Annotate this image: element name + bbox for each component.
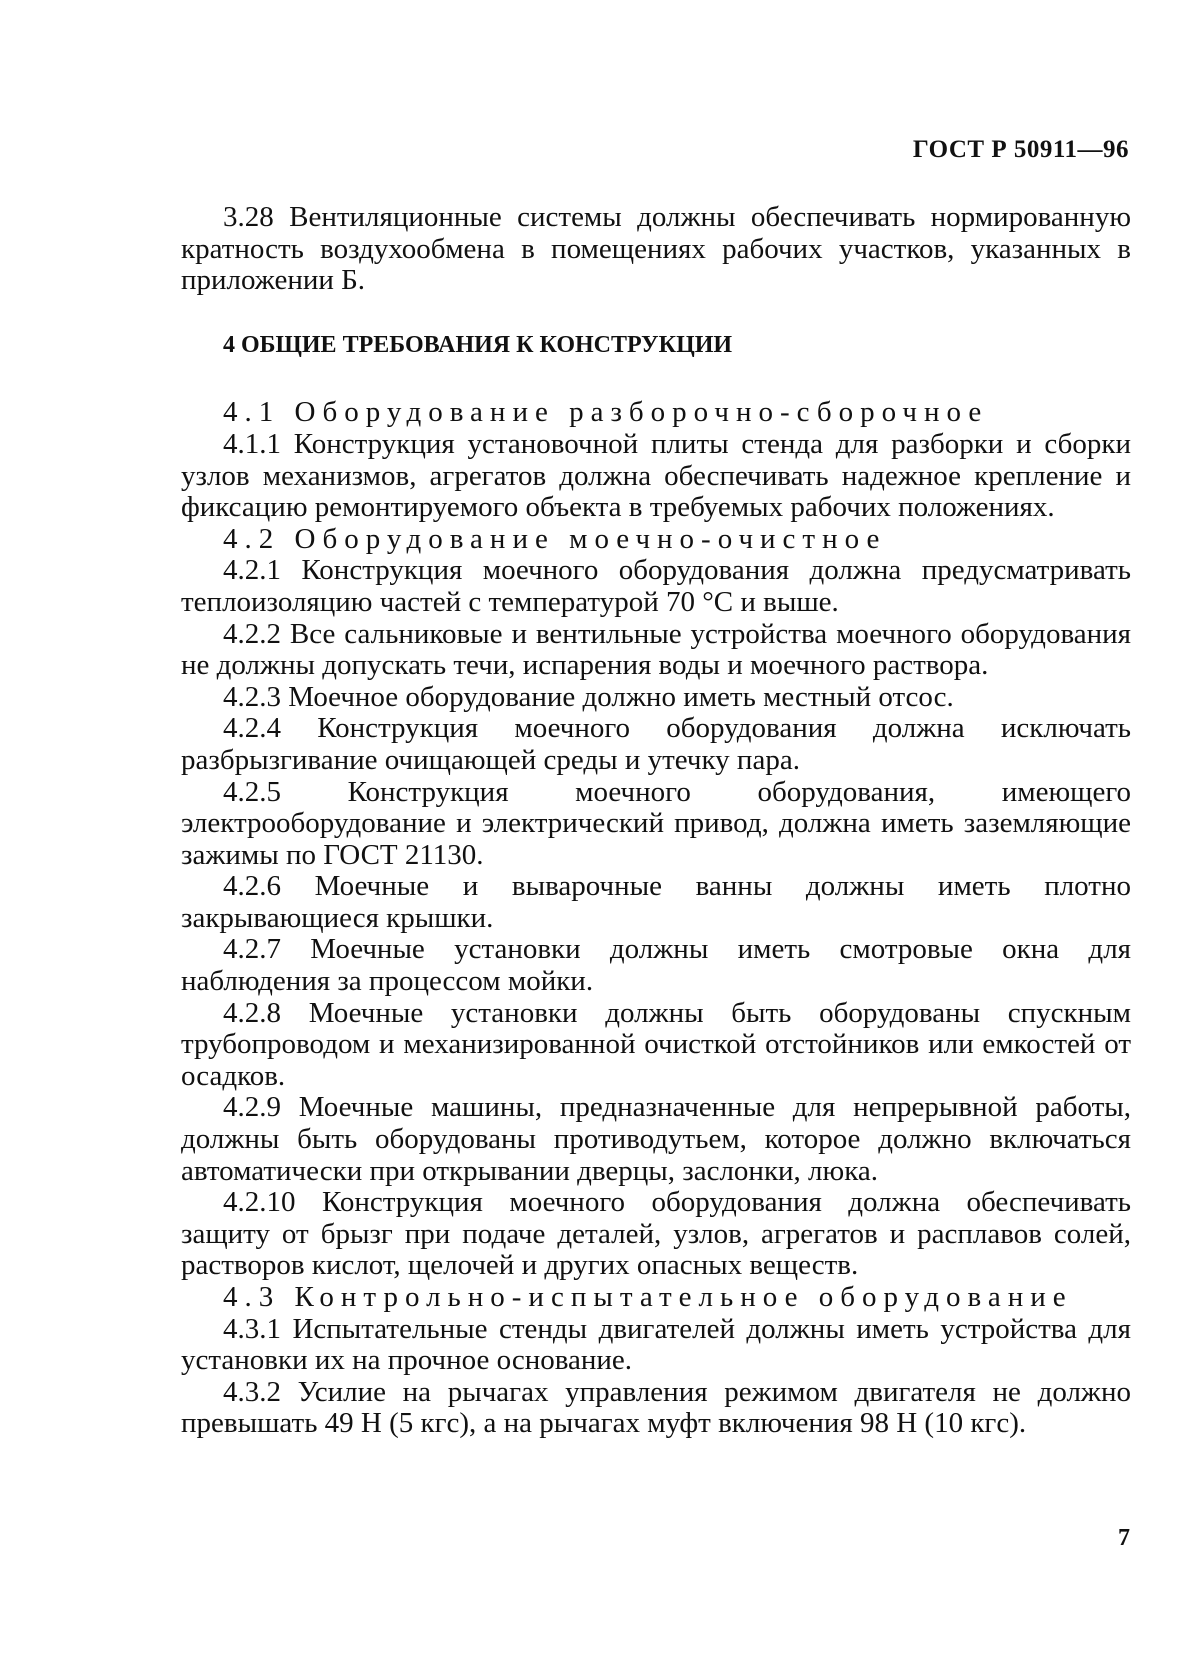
paragraph-4-2-6: 4.2.6 Моечные и выварочные ванны должны иметь плотно закрывающиеся крышки. (181, 870, 1131, 934)
subsection-4-1-title: 4.1 Оборудование разборочно-сборочное (223, 396, 989, 429)
paragraph-4-2-9: 4.2.9 Моечные машины, предназначенные для непрерывной работы, должны быть оборудованы противодутьем, которое должно включаться автоматически при открывании дверцы, заслонки, люка. (181, 1091, 1131, 1187)
paragraph-4-2-5: 4.2.5 Конструкция моечного оборудования, имеющего электрооборудование и электрический привод, должна иметь заземляющие зажимы по ГОСТ 21130. (181, 775, 1131, 871)
paragraph-4-1-1: 4.1.1 Конструкция установочной плиты стенда для разборки и сборки узлов механизмов, агрегатов должна обеспечивать надежное крепление и фиксацию ремонтируемого объекта в требуемых рабочих положениях. (181, 427, 1131, 524)
section-4-heading: 4 ОБЩИЕ ТРЕБОВАНИЯ К КОНСТРУКЦИИ (223, 331, 733, 358)
paragraph-4-2-1: 4.2.1 Конструкция моечного оборудования должна предусматривать теплоизоляцию частей с температурой 70 °С и выше. (181, 554, 1131, 618)
paragraph-3-28: 3.28 Вентиляционные системы должны обеспечивать нормированную кратность воздухообмена в помещениях рабочих участков, указанных в приложении Б. (181, 201, 1131, 297)
subsection-4-3-title: 4.3 Контрольно-испытательное оборудование (223, 1281, 1073, 1313)
page-body (181, 202, 1131, 1440)
paragraph-4-2-2: 4.2.2 Все сальниковые и вентильные устройства моечного оборудования не должны допускать течи, испарения воды и моечного раствора. (181, 617, 1131, 682)
paragraph-4-2-8: 4.2.8 Моечные установки должны быть оборудованы спускным трубопроводом и механизированной очисткой отстойников или емкостей от осадков. (181, 996, 1131, 1092)
paragraph-4-3-2: 4.3.2 Усилие на рычагах управления режимом двигателя не должно превышать 49 Н (5 кгс), а на рычагах муфт включения 98 Н (10 кгс). (181, 1375, 1131, 1440)
subsection-4-2-title: 4.2 Оборудование моечно-очистное (223, 522, 887, 555)
paragraph-4-3-1: 4.3.1 Испытательные стенды двигателей должны иметь устройства для установки их на прочное основание. (181, 1312, 1131, 1377)
document-code: ГОСТ Р 50911—96 (912, 136, 1129, 163)
page-number: 7 (1118, 1525, 1130, 1551)
paragraph-4-2-3: 4.2.3 Моечное оборудование должно иметь местный отсос. (223, 680, 954, 713)
paragraph-4-2-7: 4.2.7 Моечные установки должны иметь смотровые окна для наблюдения за процессом мойки. (181, 933, 1131, 998)
paragraph-4-2-10: 4.2.10 Конструкция моечного оборудования должна обеспечивать защиту от брызг при подаче деталей, узлов, агрегатов и расплавов солей, растворов кислот, щелочей и других опасных веществ. (181, 1186, 1131, 1282)
paragraph-4-2-4: 4.2.4 Конструкция моечного оборудования должна исключать разбрызгивание очищающей среды и утечку пара. (181, 712, 1131, 776)
